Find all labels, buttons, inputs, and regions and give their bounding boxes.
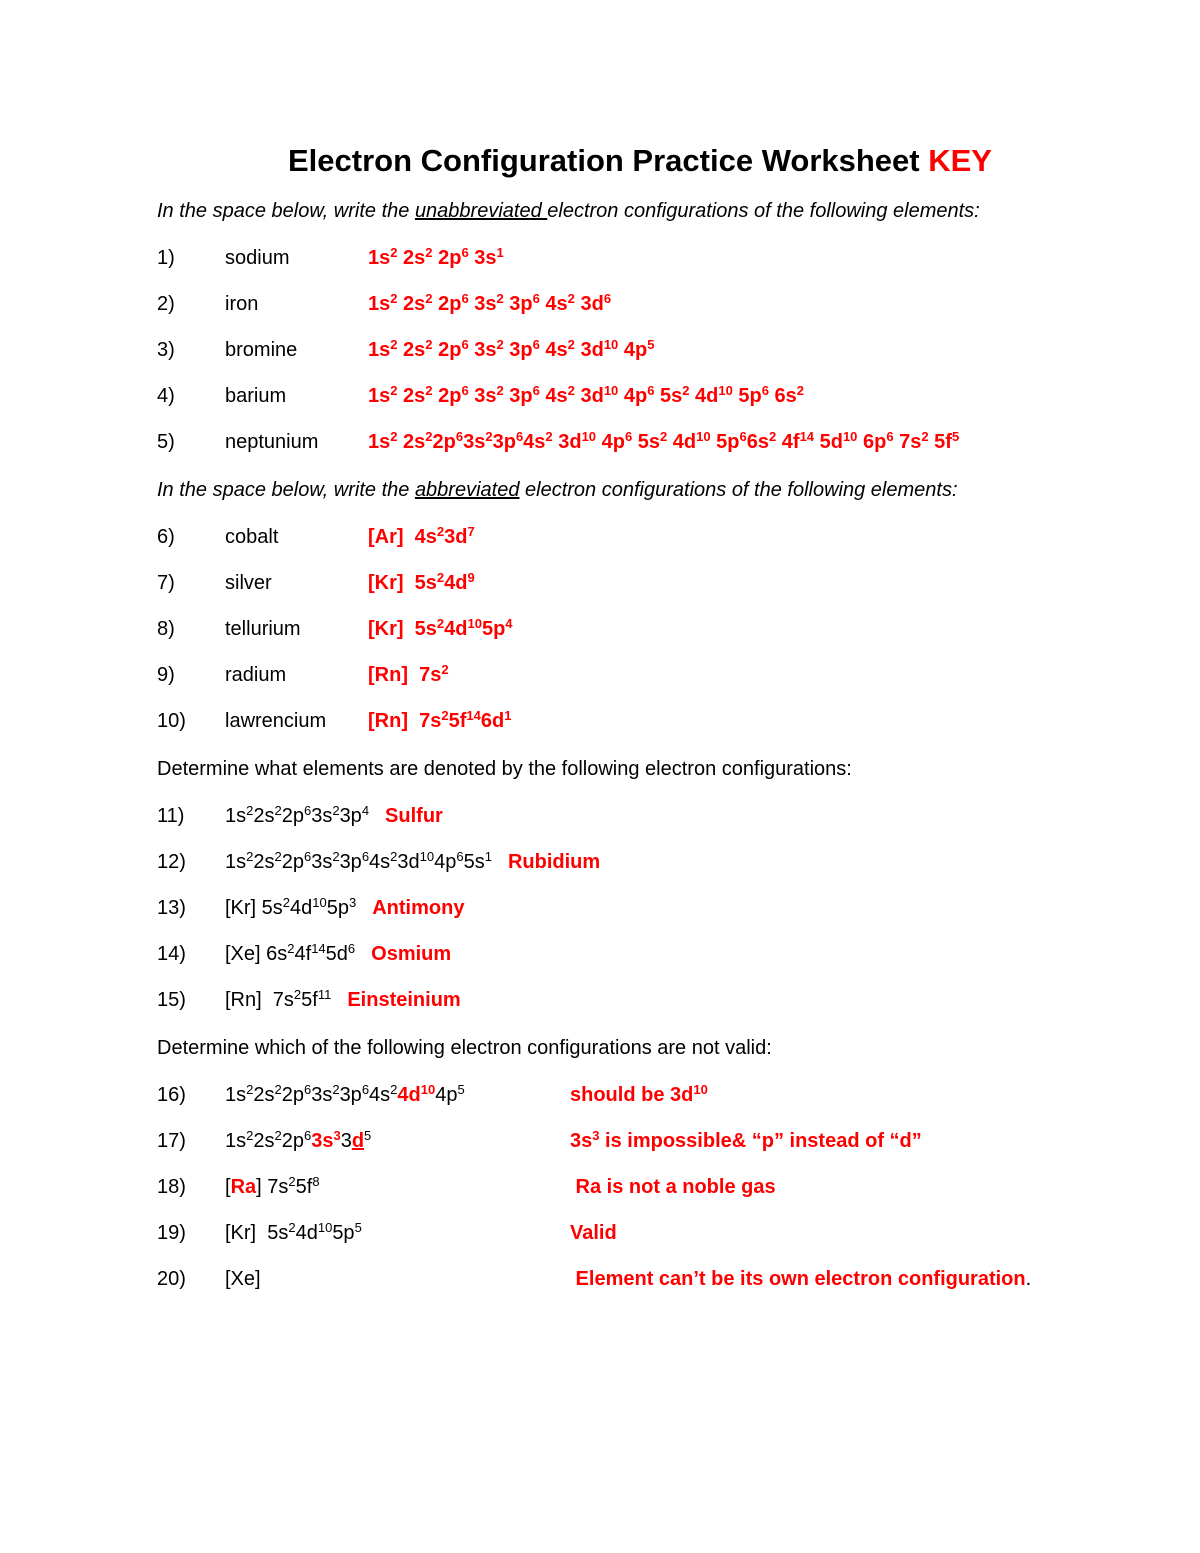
worksheet-row-12 [157, 851, 1123, 875]
section1-intro: In the space below, write the unabbreviated electron configurations of the following elements: [157, 200, 980, 222]
worksheet-row-19 [157, 1222, 1123, 1246]
electron-config: $1s^22s^22p^63s^23p^64s^24d^{10}4p^5$ [225, 1082, 465, 1106]
element-name: silver [225, 572, 272, 594]
electron-config: $1s^22s^22p^63s^23p^64s^23d^{10}4p^65s^1$ [225, 849, 492, 873]
section2-intro: In the space below, write the abbreviated electron configurations of the following elements: [157, 479, 958, 501]
electron-config: $1s^22s^22p^63s^23p^4$ [225, 803, 370, 827]
electron-config: [Kr] $5s^24d^{10}5p^5$ [225, 1220, 362, 1244]
item-number: 7) [157, 572, 175, 594]
electron-config: $1s^2$ $2s^2$ $2p^6$ $3s^2$ $3p^6$ $4s^2$ $3d^{10}$ $4p^5$ [368, 337, 655, 361]
answer: Ra is not a noble gas [570, 1176, 776, 1198]
answer: Rubidium [507, 851, 601, 873]
worksheet-row-15 [157, 989, 1123, 1013]
item-number: 4) [157, 385, 175, 407]
item-number: 18) [157, 1176, 186, 1198]
item-number: 10) [157, 710, 186, 732]
electron-config: [Ra] $7s^25f^8$ [225, 1174, 320, 1198]
answer: $3s^3$ is impossible& “p” instead of “d” [570, 1128, 922, 1152]
worksheet-row-14 [157, 943, 1123, 967]
worksheet-row-2 [157, 293, 1123, 317]
item-number: 1) [157, 247, 175, 269]
answer: Einsteinium [347, 989, 461, 1011]
electron-config: [Xe] [225, 1268, 261, 1290]
item-number: 16) [157, 1084, 186, 1106]
answer: Antimony [372, 897, 465, 919]
element-name: iron [225, 293, 259, 315]
worksheet-row-13 [157, 897, 1123, 921]
electron-config: $1s^2$ $2s^2$ $2p^6$ $3s^2$ $3p^6$ $4s^2$ $3d^6$ [368, 291, 612, 315]
element-name: neptunium [225, 431, 319, 453]
item-number: 6) [157, 526, 175, 548]
section4-heading: Determine which of the following electron configurations are not valid: [157, 1037, 772, 1059]
item-number: 19) [157, 1222, 186, 1244]
element-name: radium [225, 664, 287, 686]
electron-config: [Kr] $5s^24d^{10}5p^4$ [368, 616, 513, 640]
answer: Valid [570, 1222, 617, 1244]
item-number: 2) [157, 293, 175, 315]
item-number: 9) [157, 664, 175, 686]
electron-config: [Ar] $4s^23d^7$ [368, 524, 475, 548]
item-number: 11) [157, 805, 185, 827]
worksheet-row-16 [157, 1084, 1123, 1108]
page-title: Electron Configuration Practice Worksheet KEY [288, 143, 992, 178]
item-number: 3) [157, 339, 175, 361]
answer: Sulfur [385, 805, 443, 827]
item-number: 5) [157, 431, 175, 453]
worksheet-row-3 [157, 339, 1123, 363]
electron-config: [Rn] $7s^25f^{11}$ [225, 987, 332, 1011]
worksheet-row-10 [157, 710, 1123, 734]
element-name: cobalt [225, 526, 279, 548]
electron-config: [Kr] $5s^24d^{10}5p^3$ [225, 895, 357, 919]
section3-heading: Determine what elements are denoted by the following electron configurations: [157, 758, 852, 780]
item-number: 14) [157, 943, 186, 965]
electron-config: $1s^22s^22p^63s^33d^5$ [225, 1128, 372, 1152]
worksheet-row-9 [157, 664, 1123, 688]
worksheet-row-17 [157, 1130, 1123, 1154]
answer: Osmium [371, 943, 452, 965]
electron-config: [Rn] $7s^25f^{14}6d^1$ [368, 708, 512, 732]
worksheet-row-8 [157, 618, 1123, 642]
electron-config: [Kr] $5s^24d^9$ [368, 570, 475, 594]
worksheet-row-5 [157, 431, 1123, 455]
element-name: sodium [225, 247, 290, 269]
worksheet-row-11 [157, 805, 1123, 829]
worksheet-row-7 [157, 572, 1123, 596]
electron-config: $1s^2$ $2s^2$ $2p^6$ $3s^2$ $3p^6$ $4s^2$ $3d^{10}$ $4p^6$ $5s^2$ $4d^{10}$ $5p^6$ $6s^2$ [368, 383, 805, 407]
worksheet-row-6 [157, 526, 1123, 550]
electron-config: $1s^2$ $2s^2$ $2p^6$ $3s^1$ [368, 245, 504, 269]
item-number: 12) [157, 851, 186, 873]
worksheet-row-4 [157, 385, 1123, 409]
electron-config: [Xe] $6s^24f^{14}5d^6$ [225, 941, 356, 965]
answer: Element can’t be its own electron configuration. [570, 1268, 1032, 1290]
element-name: tellurium [225, 618, 301, 640]
element-name: bromine [225, 339, 298, 361]
item-number: 20) [157, 1268, 186, 1290]
item-number: 17) [157, 1130, 186, 1152]
answer: should be $3d^{10}$ [570, 1082, 708, 1106]
element-name: lawrencium [225, 710, 327, 732]
item-number: 8) [157, 618, 175, 640]
worksheet-row-18 [157, 1176, 1123, 1200]
electron-config: [Rn] $7s^2$ [368, 662, 449, 686]
item-number: 13) [157, 897, 186, 919]
electron-config: $1s^2$ $2s^22p^63s^23p^64s^2$ $3d^{10}$ $4p^6$ $5s^2$ $4d^{10}$ $5p^66s^2$ $4f^{14}$ $5d^{10}$ $6p^6$ $7s^2$ $5f^5$ [368, 429, 960, 453]
element-name: barium [225, 385, 287, 407]
item-number: 15) [157, 989, 186, 1011]
worksheet-row-1 [157, 247, 1123, 271]
worksheet-row-20 [157, 1268, 1123, 1291]
